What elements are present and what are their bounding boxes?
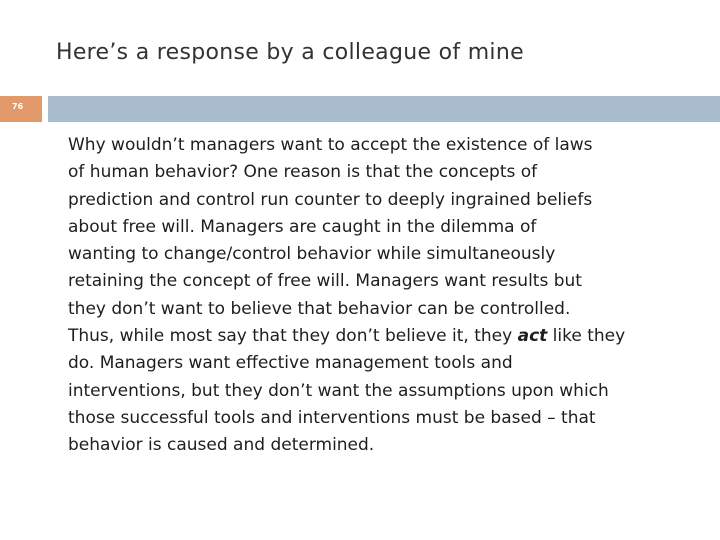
body-line: do. Managers want effective management tools and [68,353,513,374]
header-bar [48,96,720,122]
body-line: behavior is caused and determined. [68,435,375,456]
slide-number: 76 [12,102,24,111]
body-line: wanting to change/control behavior while simultaneously [68,244,556,265]
body-text [68,132,688,460]
body-line: about free will. Managers are caught in the dilemma of [68,216,537,237]
body-line: Why wouldn’t managers want to accept the existence of laws [68,135,593,155]
body-line: prediction and control run counter to deeply ingrained beliefs [68,189,593,210]
slide-title: Here’s a response by a colleague of mine [56,40,524,65]
body-text-segment: like they [547,326,626,347]
body-line: of human behavior? One reason is that the concepts of [68,162,538,183]
body-line-mixed [68,323,688,350]
body-line: retaining the concept of free will. Managers want results but [68,271,582,292]
body-text-segment: Thus, while most say that they don’t believe it, they [68,326,518,347]
slide-number-box [0,96,42,122]
emphasized-word: act [517,326,548,347]
body-line: interventions, but they don’t want the assumptions upon which [68,380,609,401]
body-line: they don’t want to believe that behavior can be controlled. [68,298,571,319]
body-line: those successful tools and interventions must be based – that [68,407,596,428]
